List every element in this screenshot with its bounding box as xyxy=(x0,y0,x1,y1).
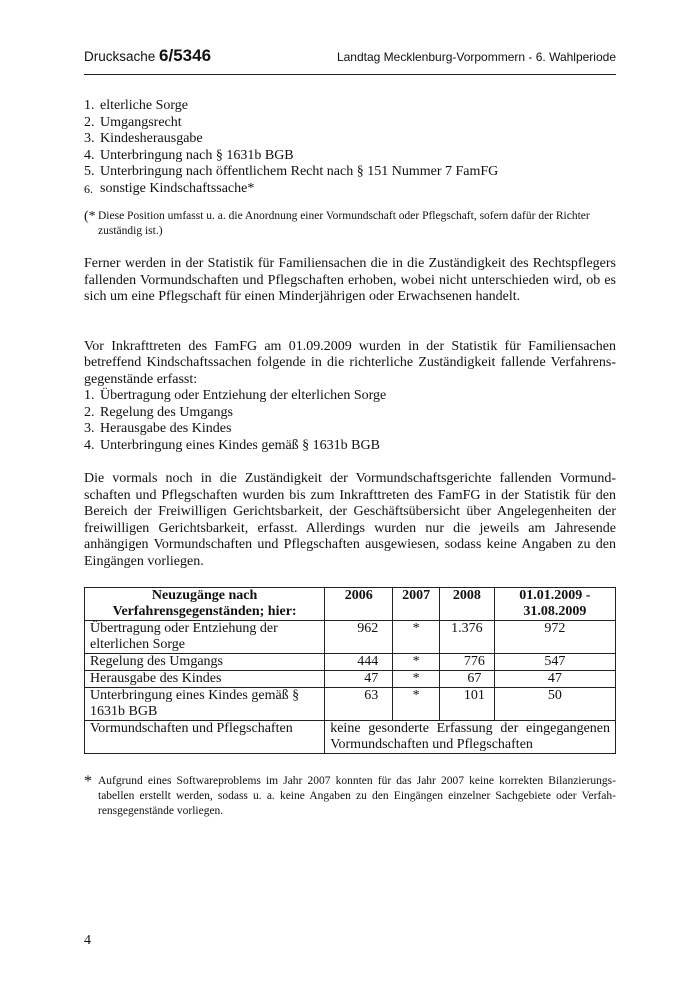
list-item: 4. Unterbringung eines Kindes gemäß § 1631b BGB xyxy=(84,437,380,453)
footnote xyxy=(84,774,616,819)
list-item: 6. sonstige Kindschaftssache* xyxy=(84,180,255,196)
list-item: 2. Regelung des Umgangs xyxy=(84,404,233,420)
header-2007: 2007 xyxy=(393,588,440,621)
note-text: Diese Position umfasst u. a. die Anordnung einer Vormundschaft oder Pflegschaft, sofern dafür der Richter zuständig ist.) xyxy=(98,210,590,237)
row-label: Übertragung oder Entziehung der elterlichen Sorge xyxy=(85,621,325,654)
cell-2009: 972 xyxy=(494,621,615,654)
list-item: 3. Herausgabe des Kindes xyxy=(84,421,232,436)
row-label: Regelung des Umgangs xyxy=(85,654,325,671)
header-2006: 2006 xyxy=(325,588,393,621)
list-item: 1. elterliche Sorge xyxy=(84,98,188,113)
table-row xyxy=(85,621,616,654)
table-header-row xyxy=(85,588,616,621)
row-label: Unterbringung eines Kindes gemäß § 1631b BGB xyxy=(85,688,325,721)
cell-2007: * xyxy=(393,688,440,721)
drucksache-label xyxy=(84,46,211,66)
row-label: Vormundschaften und Pflegschaften xyxy=(85,721,325,754)
table-row xyxy=(85,671,616,688)
list-item: 3. Kindesherausgabe xyxy=(84,131,203,146)
drucksache-text: Drucksache xyxy=(84,49,156,64)
position-note xyxy=(84,209,616,239)
header-subject: Neuzugänge nach Verfahrensgegenständen; hier: xyxy=(85,588,325,621)
note-mark: (* xyxy=(84,209,96,224)
cell-2009: 547 xyxy=(494,654,615,671)
cell-2006: 444 xyxy=(325,654,393,671)
paragraph-famfg: Vor Inkrafttreten des FamFG am 01.09.2009 wurden in der Statistik für Familiensachen betreffend Kindschaftssachen folgende in die richterliche Zuständigkeit fallende Verfahrensgegenstände erfasst: xyxy=(84,338,616,387)
page-number: 4 xyxy=(84,933,91,948)
table-row xyxy=(85,721,616,754)
drucksache-number: 6/5346 xyxy=(159,46,212,65)
cell-2006: 47 xyxy=(325,671,393,688)
page-header xyxy=(84,44,616,75)
list-item: 2. Umgangsrecht xyxy=(84,114,182,130)
paragraph-vormundschaft: Die vormals noch in die Zuständigkeit der Vormundschaftsgerichte fallenden Vormundschaften und Pflegschaften wurden bis zum Inkrafttreten des FamFG in der Statistik für den Bereich der Freiwilligen Gerichtsbarkeit, der Geschäftsübersicht über Angelegenheiten der freiwilligen Gerichtsbarkeit, erfasst. Allerdings wurden nur die jeweils am Jahresende anhängigen Vormundschaften und Pflegschaften ausgewiesen, sodass keine Angaben zu den Eingängen vorliegen. xyxy=(84,471,616,569)
cell-2006: 962 xyxy=(325,621,393,654)
cell-2006: 63 xyxy=(325,688,393,721)
parliament-label: Landtag Mecklenburg-Vorpommern - 6. Wahlperiode xyxy=(336,50,616,64)
list-item: 4. Unterbringung nach § 1631b BGB xyxy=(84,147,294,163)
header-2008: 2008 xyxy=(439,588,494,621)
cell-2008: 1.376 xyxy=(439,621,494,654)
footnote-mark: * xyxy=(84,773,92,790)
cell-2007: * xyxy=(393,654,440,671)
merged-cell: keine gesonderte Erfassung der eingegangenen Vormundschaften und Pflegschaften xyxy=(325,721,616,754)
verfahren-list xyxy=(84,388,616,454)
cell-2009: 50 xyxy=(494,688,615,721)
list-item: 5. Unterbringung nach öffentlichem Recht nach § 151 Nummer 7 FamFG xyxy=(84,164,499,179)
table-row xyxy=(85,654,616,671)
footnote-text: Aufgrund eines Softwareproblems im Jahr 2007 konnten für das Jahr 2007 keine korrekten Bilanzierungstabellen erstellt werden, sodass u. a. keine Angaben zu den Eingängen einzelner Sachgebiete oder Verfahrensgegenstände vorliegen. xyxy=(98,775,616,817)
cell-2008: 776 xyxy=(439,654,494,671)
paragraph-rechtspfleger: Ferner werden in der Statistik für Familiensachen die in die Zuständigkeit des Rechtspflegers fallenden Vormundschaften und Pflegschaften erhoben, wobei nicht unterschieden wird, ob es sich um eine Pflegschaft für einen Minderjährigen oder Erwachsenen handelt. xyxy=(84,256,616,304)
cell-2008: 67 xyxy=(439,671,494,688)
table-row xyxy=(85,688,616,721)
cell-2007: * xyxy=(393,671,440,688)
cell-2008: 101 xyxy=(439,688,494,721)
document-body xyxy=(84,98,616,819)
statistics-table xyxy=(84,587,616,754)
cell-2009: 47 xyxy=(494,671,615,688)
kindschaft-list xyxy=(84,98,616,197)
list-item: 1. Übertragung oder Entziehung der elterlichen Sorge xyxy=(84,388,387,403)
row-label: Herausgabe des Kindes xyxy=(85,671,325,688)
cell-2007: * xyxy=(393,621,440,654)
header-2009: 01.01.2009 - 31.08.2009 xyxy=(494,588,615,621)
